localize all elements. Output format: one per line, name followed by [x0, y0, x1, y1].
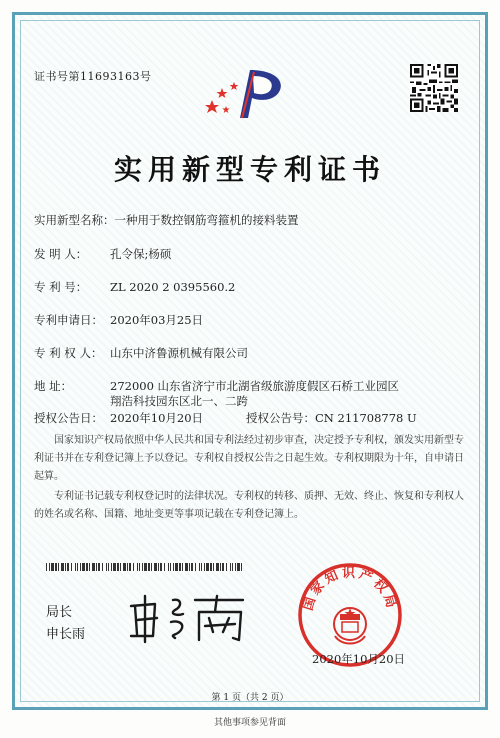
barcode-bar [216, 563, 219, 571]
barcode-bar [92, 563, 95, 571]
field-label: 专 利 权 人： [34, 346, 103, 360]
barcode-bar [164, 563, 165, 571]
barcode-bar [160, 563, 162, 571]
barcode-bar [77, 563, 78, 571]
grant-statement: 国家知识产权局依照中华人民共和国专利法经过初步审查，决定授予专利权，颁发实用新型专利证书并在专利登记簿上予以登记。专利权自授权公告之日起生效。专利权期限为十年，自申请日起算。 [34, 435, 464, 482]
field-value: 孔令保;杨硕 [110, 247, 172, 261]
cnipa-logo-icon [204, 62, 294, 120]
field-label: 实用新型名称： [34, 213, 115, 227]
barcode-bar [127, 563, 128, 571]
barcode-bar [86, 563, 88, 571]
barcode-bar [89, 563, 90, 571]
barcode-bar [75, 563, 76, 571]
barcode-bar [144, 563, 147, 571]
grant-date [34, 410, 203, 426]
field-value: 2020年03月25日 [110, 313, 204, 327]
field-patent-number [34, 279, 235, 295]
svg-text:国家知识产权局: 国家知识产权局 [300, 565, 400, 613]
grant-publication-number [246, 410, 417, 426]
barcode-bar [133, 563, 134, 571]
barcode-bar [58, 563, 59, 571]
barcode-bar [241, 563, 242, 571]
barcode-bar [199, 563, 200, 571]
barcode-bar [106, 563, 107, 571]
barcode-bar [67, 563, 69, 571]
field-label: 授权公告号： [246, 411, 315, 425]
barcode-bar [49, 563, 50, 571]
certificate-number: 证书号第11693163号 [34, 70, 152, 83]
barcode-bar [80, 563, 81, 571]
qr-code-icon [410, 64, 458, 112]
barcode-bar [204, 563, 205, 571]
barcode-bar [191, 563, 193, 571]
barcode-bar [102, 563, 103, 571]
field-value: 山东中济鲁源机械有限公司 [110, 346, 248, 360]
legal-status-note: 专利证书记载专利权登记时的法律状况。专利权的转移、质押、无效、终止、恢复和专利权人的姓名或名称、国籍、地址变更等事项记载在专利登记簿上。 [34, 491, 464, 520]
field-inventors [34, 246, 171, 262]
barcode-bar [230, 563, 231, 571]
barcode-bar [46, 563, 47, 571]
barcode-bar [71, 563, 72, 571]
barcode-bar [185, 563, 188, 571]
barcode-strip [46, 563, 242, 571]
barcode-bar [129, 563, 131, 571]
barcode-bar [220, 563, 221, 571]
barcode-bar [232, 563, 233, 571]
signatory-name: 申长雨 [46, 627, 86, 642]
barcode-bar [170, 563, 171, 571]
barcode-bar [142, 563, 143, 571]
barcode-bar [226, 563, 227, 571]
handwritten-signature [125, 592, 250, 644]
barcode-bar [148, 563, 150, 571]
barcode-bar [210, 563, 212, 571]
field-value: ZL 2020 2 0395560.2 [110, 280, 236, 294]
barcode-bar [139, 563, 140, 571]
barcode-bar [151, 563, 152, 571]
barcode-bar [117, 563, 119, 571]
field-label: 专 利 号： [34, 280, 88, 294]
field-patentee [34, 345, 248, 361]
barcode-bar [173, 563, 174, 571]
barcode-bar [137, 563, 138, 571]
barcode-bar [111, 563, 112, 571]
barcode-bar [237, 563, 240, 571]
signatory-role: 局长 [46, 605, 73, 620]
field-label: 发 明 人： [34, 247, 88, 261]
barcode-bar [179, 563, 181, 571]
field-label: 专利申请日： [34, 313, 103, 327]
footer-note: 其他事项参见背面 [213, 718, 286, 728]
barcode-bar [206, 563, 209, 571]
barcode-bar [123, 563, 126, 571]
barcode-bar [82, 563, 85, 571]
field-label: 地 址： [34, 379, 73, 393]
barcode-bar [195, 563, 196, 571]
barcode-bar [113, 563, 116, 571]
page-number: 第 1 页（共 2 页） [211, 693, 289, 703]
field-value: 翔浩科技园东区北一、二跨 [110, 394, 248, 408]
barcode-bar [55, 563, 57, 571]
barcode-bar [61, 563, 64, 571]
barcode-bar [222, 563, 224, 571]
inner-border [20, 20, 480, 702]
field-label: 授权公告日： [34, 411, 103, 425]
field-address [34, 378, 399, 394]
field-utility-model-name [34, 212, 299, 228]
barcode-bar [182, 563, 183, 571]
barcode-bar [158, 563, 159, 571]
barcode-bar [201, 563, 202, 571]
barcode-bar [98, 563, 100, 571]
field-address-line2 [110, 393, 248, 409]
barcode-bar [213, 563, 214, 571]
barcode-bar [51, 563, 54, 571]
barcode-bar [154, 563, 157, 571]
seal-date: 2020年10月20日 [312, 652, 406, 666]
field-value: CN 211708778 U [315, 411, 417, 425]
field-value: 一种用于数控钢筋弯箍机的接料装置 [114, 213, 299, 227]
field-application-date [34, 312, 203, 328]
barcode-bar [108, 563, 109, 571]
barcode-bar [96, 563, 97, 571]
certificate-title: 实用新型专利证书 [113, 153, 386, 186]
barcode-bar [168, 563, 169, 571]
field-value: 272000 山东省济宁市北湖省级旅游度假区石桥工业园区 [110, 379, 400, 393]
barcode-bar [175, 563, 178, 571]
barcode-bar [235, 563, 236, 571]
field-value: 2020年10月20日 [110, 411, 204, 425]
barcode-bar [120, 563, 121, 571]
barcode-bar [65, 563, 66, 571]
barcode-bar [189, 563, 190, 571]
